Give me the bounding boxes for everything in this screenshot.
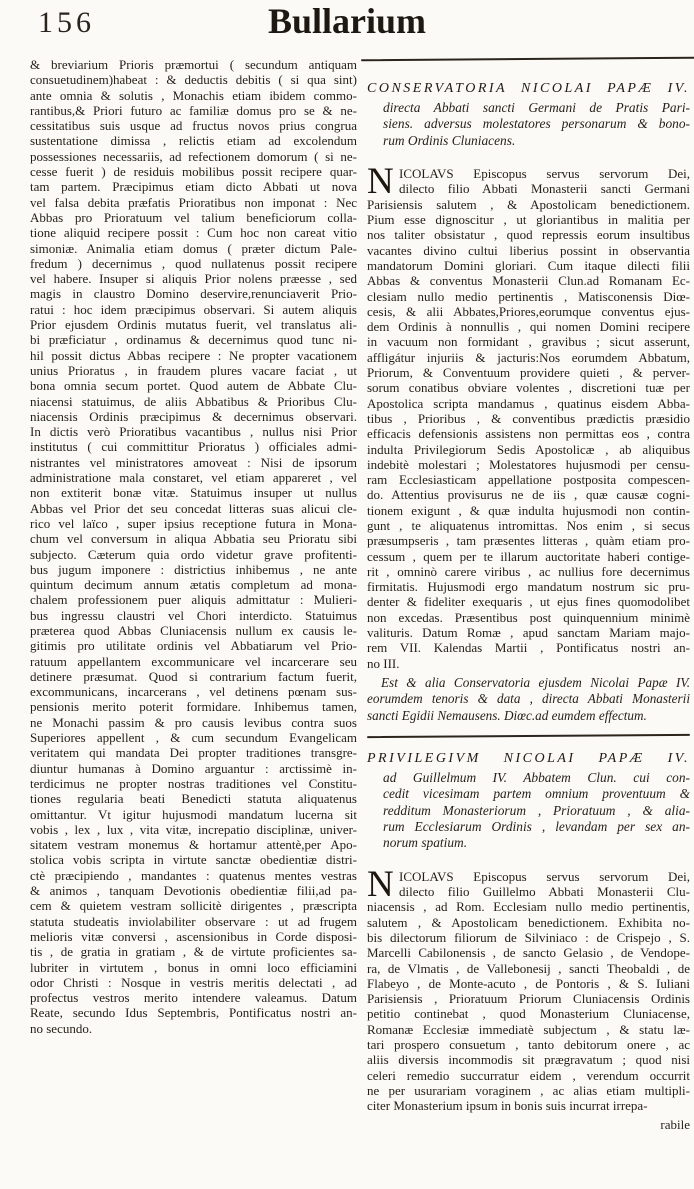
section-divider-rule [367,734,690,738]
text-line: bi præficiatur , ordinamus & decernimus quod tunc ni- [30,332,357,348]
text-line: institutus ( cui committitur Prioratus ) officiales admi- [30,439,357,455]
text-line: stolica vobis scripta in virtute sanctæ obedientiæ distri- [30,852,357,868]
text-line: quintum decimum annum ætatis completum ad mona- [30,577,357,593]
text-line: Abbas pro Prioratuum vel talium beneficiorum colla- [30,209,357,225]
text-line: cessitatibus suis usque ad fructus novos prius congrua [30,118,357,134]
text-line: vel habere. Insuper si aliquis Prior nolens præesse , sed [30,271,357,287]
text-line: Abbas vel Prior det seu concedat litteras suas alicui cle- [30,500,357,516]
text-line: cesse fuerit ) de residuis mobilibus possit recipere quar- [30,164,357,180]
text-line: redditum Monasteriorum , Prioratuum , & alia- [383,802,690,818]
text-line: tari prospero consuetum , tanto debitorum onere , ac [367,1037,690,1053]
text-line: Priorum, & Conventuum providere quieti , & perver- [367,365,690,381]
text-line: melioris vitæ conversi , ascensionibus in Corde disposi- [30,928,357,944]
text-line: efficacis defensionis assistens non permittas eos , contra [367,426,690,442]
text-line: Apostolica scripta mandamus , quatinus eisdem Abba- [367,395,690,411]
text-line: omittantur. Vt igitur hujusmodi mandatum lucerna sit [30,806,357,822]
text-line: tibus , Prioribus , & conventibus prædictis præsidio [367,410,690,426]
text-line: vacantes divino cultui liberius possint in observantia [367,242,690,258]
drop-cap-initial: N [367,863,394,905]
text-line: Parisiensis salutem , & Apostolicam benedictionem. [367,196,690,212]
text-line: gunt , te aliquatenus intromittas. Nos enim , si secus [367,518,690,533]
text-line: præterea quod Abbas Cluniacensis nullum ex causis le- [30,622,357,638]
text-line: indebitè molestari ; Molestatores hujusmodi per censu- [367,456,690,472]
header-rule [361,57,694,62]
page-number: 156 [38,6,95,39]
page-title: Bullarium [267,1,427,41]
text-line: Parisiensis , Prioratuum Priorum Cluniacensis Ordinis [367,991,690,1007]
text-line: Superiores appellent , & cum secundum Evangelicam [30,730,357,746]
text-line: ne Monachi passim & pro causis levibus contra suos [30,714,357,730]
text-line: subjecto. Cæterum quia ordo videtur grave profitenti- [30,546,357,562]
text-line: ctè præcipiendo , mandantes : quatenus mentes vestras [30,867,357,883]
privilegium-heading: PRIVILEGIVM NICOLAI PAPÆ IV. [367,750,690,766]
text-line: indulta Privilegiorum Sedis Apostolicæ , ab aliquibus [367,441,690,457]
text-line: celeri remedio succurratur eidem , verendum occurrit [367,1067,690,1083]
text-line: excommunicans, incarcerans , vel detinens pœnam sus- [30,684,357,700]
text-line: præsumpseris , tam præsentes litteras , quàm etiam pro- [367,533,690,549]
text-line: sorum conatibus obviare volentes , discretioni tuæ per [367,380,690,396]
text-line: directa Abbati sancti Germani de Pratis Pari- [383,100,690,115]
text-line: salutem , & Apostolicam benedictionem. Exhibita no- [367,914,690,930]
text-line: simoniæ. Animalia etiam domus ( præter dictum Pale- [30,240,357,256]
text-line: non extiterit bonæ vitæ. Statuimus insuper ut nullus [30,485,357,501]
conservatoria-subtitle [367,100,690,149]
text-line: ne per usurariam voraginem , ac alias etiam multipli- [367,1082,690,1098]
text-line: odor Christi : Nosque in vestris meritis delectati , ad [30,974,357,990]
text-line: ICOLAVS Episcopus servus servorum Dei, [399,868,690,884]
text-line: rantibus,& Priori futuro ac familiæ domus pro se & ne- [30,102,357,118]
conservatoria-body-lines [367,161,690,671]
text-line: tam partem. Præcipimus etiam dicto Abbati ut nova [30,179,357,195]
text-line: dilecto filio Guillelmo Abbati Monasterii Clu- [399,884,690,900]
text-line: Romanæ Ecclesiæ immediatè subjectum , & statu læ- [367,1021,690,1037]
text-line: rum Ordinis Cluniacens. [383,132,516,148]
text-line: rico vel laïco , super ipsius receptione futura in Mona- [30,515,357,531]
text-line: affligátur injuriis & jacturis:Nos eorumdem Abbatum, [367,349,690,365]
text-line: terdicimus ne propter nostras traditiones vel Constitu- [30,775,357,791]
text-line: denter & fideliter exequaris , ut ejus fines quomodolibet [367,594,690,610]
privilegium-body-lines [367,863,690,1114]
text-line: nistrantes vel ministratores amoveat : Nisi de ipsorum [30,454,357,470]
text-line: consuetudinem)habeat : & deductis debitis ( si qua sint) [30,72,357,88]
text-line: profectus vestros merito intendere valeamus. Datum [30,990,357,1006]
text-line: cesis, & alii Abbates,Priores,eorumque conventus ejus- [367,303,690,319]
text-line: non excedas. Præsentibus post quinquennium minimè [367,609,690,625]
text-line: lubriter in virtutem , bonus in omni loco efficiamini [30,959,357,975]
text-line: administratione mala constaret, vel etiam appareret , vel [30,470,357,486]
text-line: bona omnia secum portet. Quod autem de Abbate Clu- [30,378,357,394]
text-line: Pium esse dignoscitur , ut gloriantibus in malitia per [367,212,690,228]
text-line: & breviarium Prioris præmortui ( secundum antiquam [30,57,357,72]
text-line: pensionis merito poterit formidare. Inhibemus tamen, [30,699,357,715]
text-line: Est & alia Conservatoria ejusdem Nicolai Papæ IV. [381,674,690,690]
privilegium-body [367,863,690,1114]
text-line: ratuum appellantem excommunicare vel incarcerare seu [30,653,357,669]
conservatoria-heading: CONSERVATORIA NICOLAI PAPÆ IV. [367,81,690,96]
text-line: clesiam nullo medio pertinentis , Matisconensis Diœ- [367,288,690,304]
text-line: vobis , lex , lux , vita vitæ, increpatio disciplinæ, univer- [30,821,357,837]
text-line: valituris. Datum Romæ , apud sanctam Mariam majo- [367,625,690,641]
text-line: cedit vicesimam partem omnium proventuum & [383,786,690,802]
text-line: sustentatione dimissa , relictis etiam ad excolendum [30,133,357,149]
text-line: ra, de Vlmatis , de Vallebonesij , sancti Theobaldi , de [367,960,690,976]
text-line: niacensis , ad Rom. Ecclesiam nullo medio pertinentis, [367,899,690,915]
catchword: rabile [660,1116,690,1132]
text-line: chum vel conversum in aliqua Abbatia seu Prioratu sibi [30,531,357,547]
editorial-note [367,675,690,724]
text-line: bus ingressu claustri vel Chori interdicto. Statuimus [30,607,357,623]
text-line: possessiones necessariis, ad refectionem domorum ( si ne- [30,148,357,164]
left-column [30,57,357,1036]
text-line: bus jugum imponere : districtius inhibemus , ne ante [30,561,357,577]
text-line: tiones regularia beati Benedicti statuta aliquatenus [30,791,357,807]
text-line: mandatorum Domini gloriari. Cum itaque dilecti filii [367,257,690,273]
text-line: hil possit dictus Abbas recipere : Ne propter vacationem [30,347,357,363]
text-line: chalem professionem puer aliquis admittatur : Mulieri- [30,592,357,608]
text-line: veritatem qui mandata Dei propter traditiones transgre- [30,745,357,761]
text-line: in vacuum non formidant , gravibus ; sicut asserunt, [367,334,690,350]
text-line: tis , de gratia in gratiam , & de virtute proficientes sa- [30,944,357,960]
text-line: ram Ecclesiasticam appellatione postposita compescen- [367,472,690,488]
text-line: rit , omninò carere viribus , ac nullius fore decernimus [367,563,690,579]
text-line: Prior ejusdem Ordinis mutatus fuerit, vel translatus ali- [30,317,357,333]
text-line: ad Guillelmum IV. Abbatem Clun. cui con- [383,769,690,785]
text-line: cem & quietem vestram sollicitè dirigentes , præscripta [30,898,357,914]
text-line: aliis diversis incommodis sit prægravatum ; quod nisi [367,1052,690,1068]
text-line: petitio continebat , quod Monasterium Cluniacense, [367,1006,690,1022]
text-line: nos taliter obsistatur , quod repressis eorum insultibus [367,227,690,243]
text-line: rem VII. Kalendas Martii , Pontificatus nostri an- [367,640,690,656]
conservatoria-body [367,161,690,671]
section-privilegium [367,750,690,1114]
text-line: In dictis verò Prioratibus vacantibus , nullus nisi Prior [30,424,357,440]
text-line: Reate, secundo Idus Septembris, Pontificatus nostri an- [30,1005,357,1021]
text-line: siens. adversus molestatores personarum & bono- [383,116,690,132]
text-line: vel falsa debita præfatis Prioratibus non imponat : Nec [30,194,357,210]
right-column [367,58,690,1132]
text-line: citer Monasterium ipsum in bonis suis incurrat irrepa- [367,1098,648,1114]
text-line: unius Prioratus , in fraudem plures vacare faciat , ut [30,362,357,378]
text-line: do. Attentius provisurus ne de iis , quæ causæ cogni- [367,487,690,503]
text-line: niacensis Ordinis præcipimus & decernimus observari. [30,408,357,424]
text-line: bis dilectorum filiorum de Silviniaco : de Crispejo , S. [367,930,690,945]
left-text-block [30,57,357,1036]
section-conservatoria [367,80,690,724]
text-line: Marcelli Cabilonensis , de sancto Gelasio , de Vendope- [367,945,690,961]
text-line: Abbas & conventus Monasterii Clun.ad Romanam Ec- [367,273,690,289]
text-line: & animos , tanquam Devotionis obedientiæ filii,ad pa- [30,883,357,899]
text-line: no secundo. [30,1020,93,1036]
drop-cap-initial: N [367,161,394,203]
text-line: sancti Egidii Nemausens. Diœc.ad eumdem effectum. [367,707,647,723]
text-line: Flabeyo , de Monte-acuto , de Pontoris , & S. Iuliani [367,975,690,991]
text-line: statuta studeatis inviolabiliter observare : ut ad frugem [30,913,357,929]
text-line: magis in claustro Domino deservire,renunciaverit Prio- [30,286,357,302]
text-line: norum spatium. [383,835,468,851]
text-line: sitatem vestram monemus & hortamur attentè,per Apo- [30,837,357,853]
text-line: fredum ) decernimus , quod nullatenus possit recipere [30,255,357,271]
privilegium-subtitle [367,770,690,852]
text-line: ICOLAVS Episcopus servus servorum Dei, [399,166,690,182]
text-line: no III. [367,655,400,671]
text-line: eorumdem tenoris & data , directa Abbati Monasterii [367,691,690,707]
text-line: diuntur humanas à Domino arguantur : arctissimè in- [30,760,357,776]
text-line: ratui : hoc idem præcipimus observari. Si autem aliquis [30,301,357,317]
text-line: niacensi statuimus, de aliis Abbatibus & Prioribus Clu- [30,393,357,409]
text-line: rum Ecclesiarum Ordinis , levandam per sex an- [383,819,690,835]
text-line: tionem exigunt , & quæ indulta hujusmodi non contin- [367,502,690,518]
text-line: cessum , quem per te illarum auctoritate haberi contige- [367,548,690,564]
text-line: firmitatis. Hujusmodi ergo mandatum nostrum sic pru- [367,579,690,595]
text-line: gitimis pro utilitate ordinis vel Abbatiarum vel Prio- [30,638,357,654]
text-line: dilecto filio Abbati Monasterii sancti Germani [399,181,690,197]
text-line: tione aliquid recipere possit : Cum hoc non careat vitio [30,225,357,241]
text-line: ante omnia & solutis , Monachis etiam ibidem commo- [30,87,357,103]
text-line: dem Ordinis à nonnullis , qui nomen Domini recipere [367,319,690,335]
text-line: detinere præsumat. Quod si contrarium factum fuerit, [30,668,357,684]
